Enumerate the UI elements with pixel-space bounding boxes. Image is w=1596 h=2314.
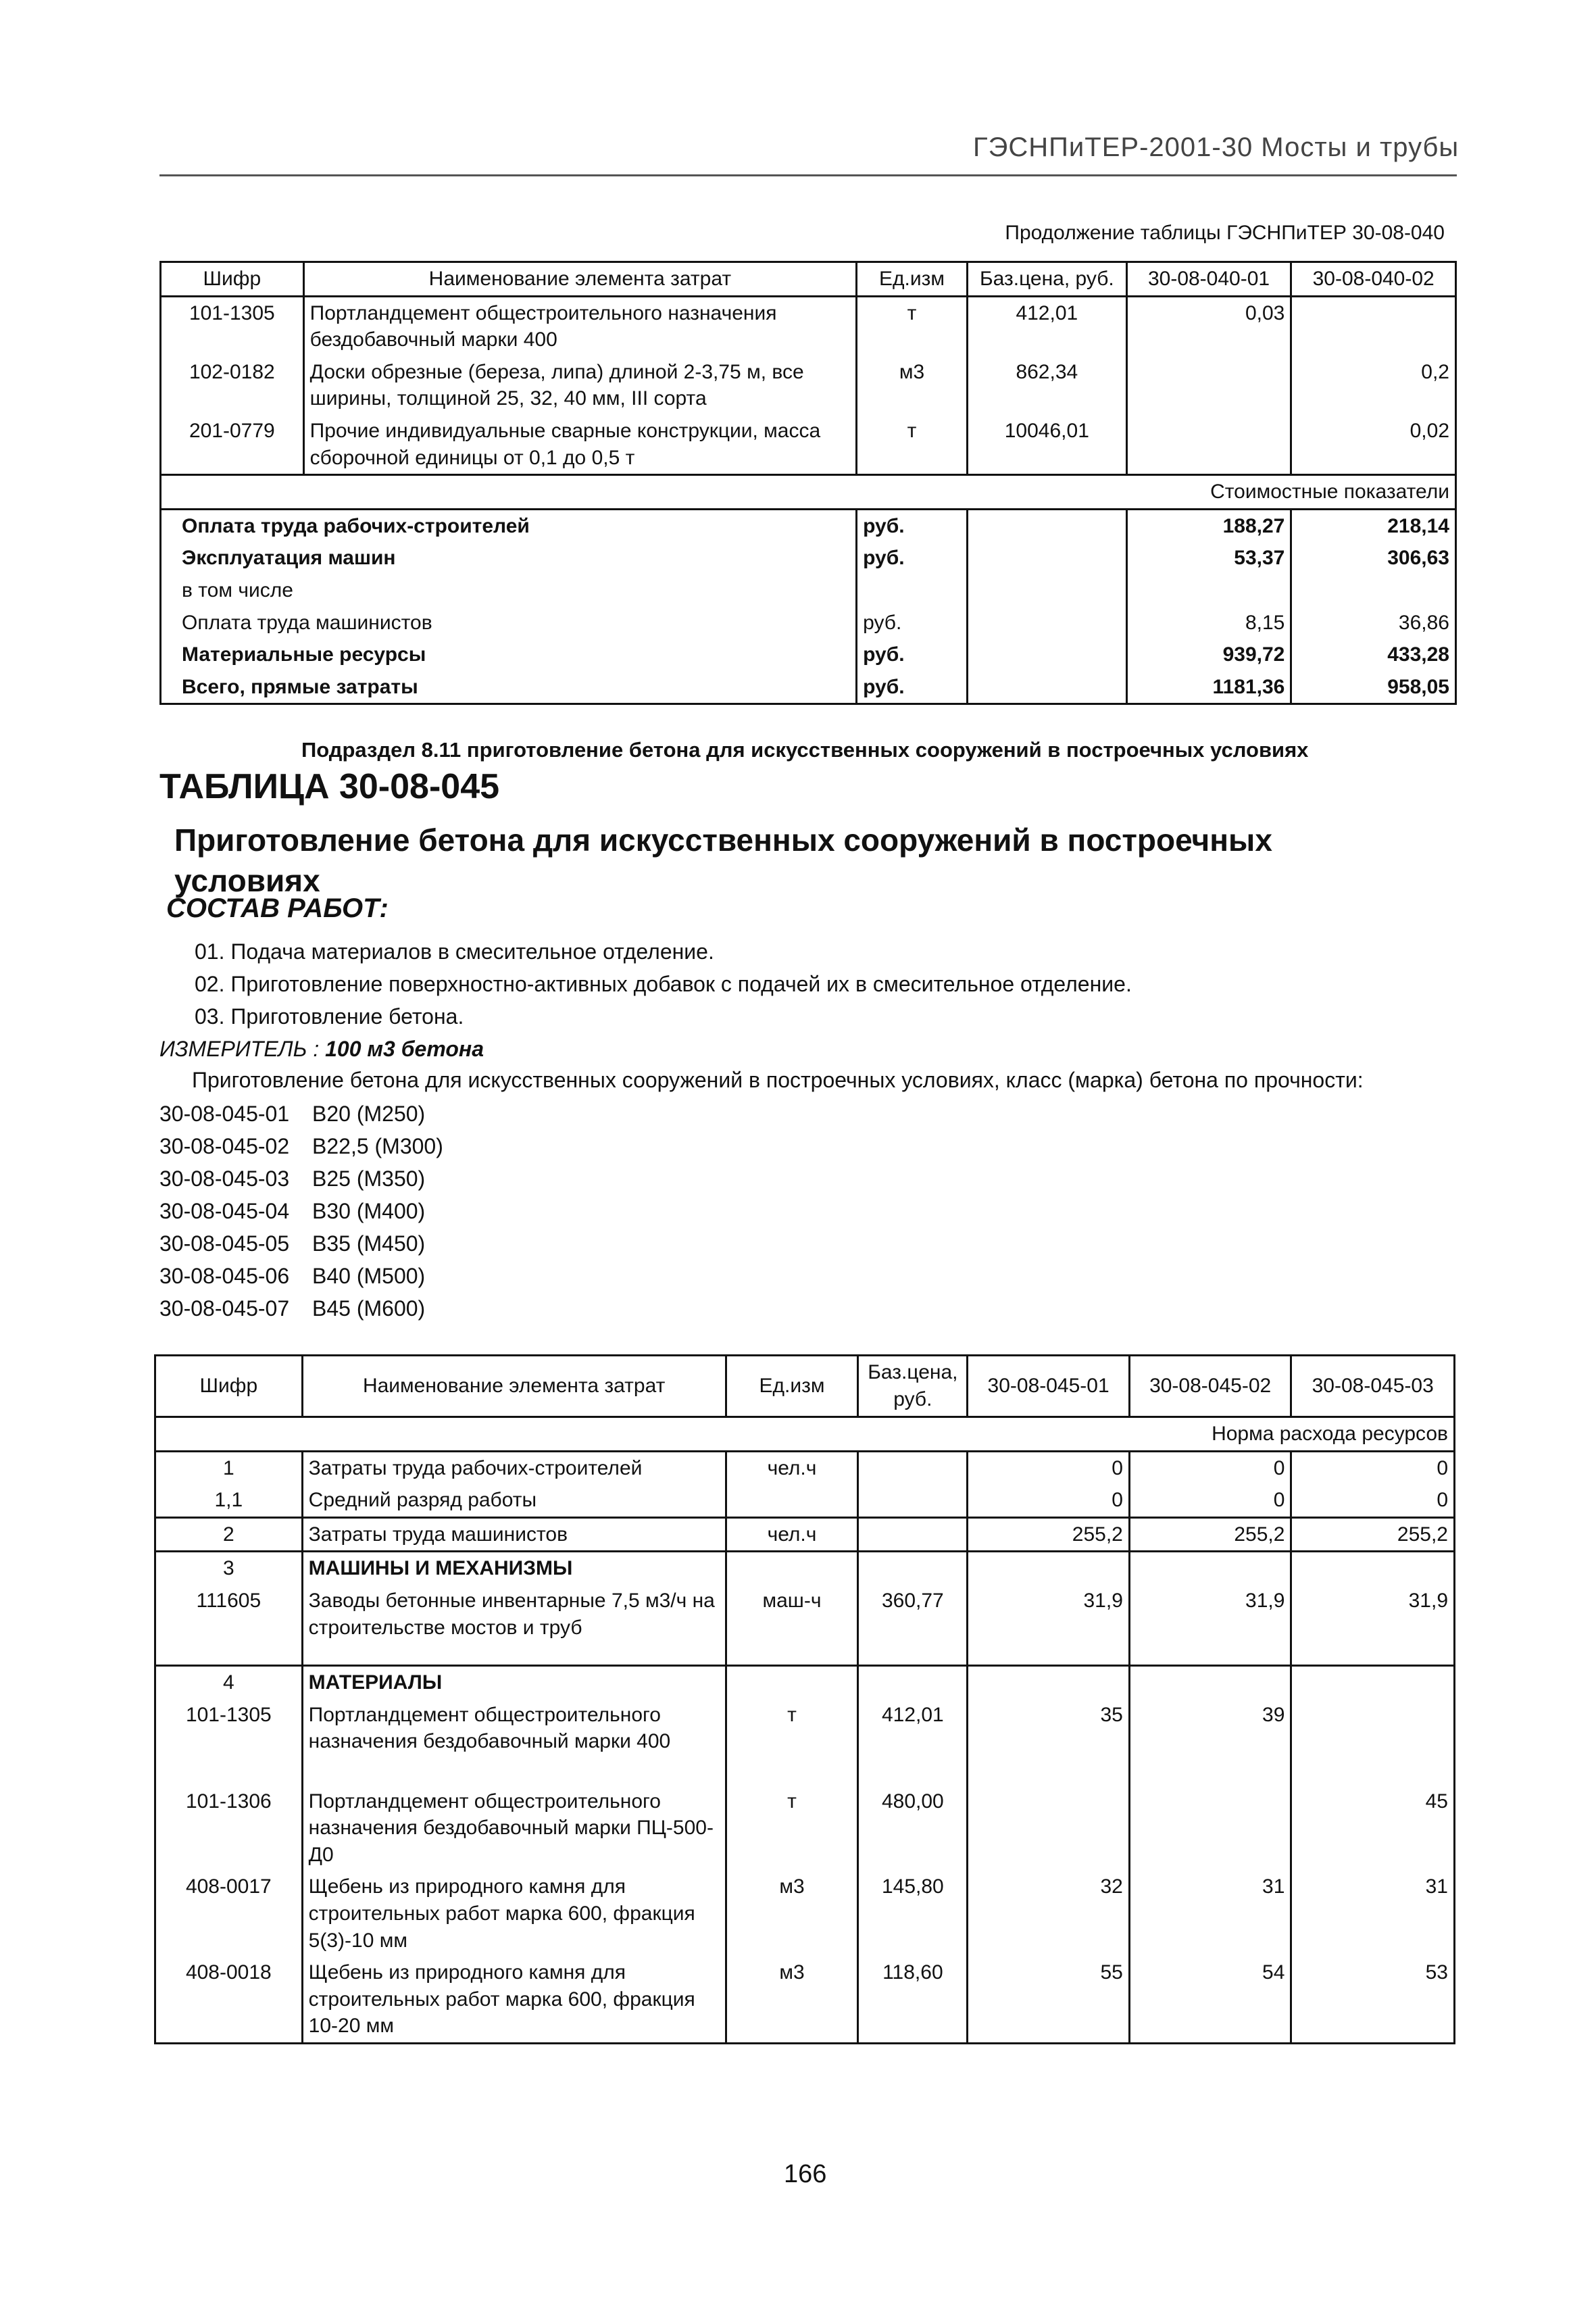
- value-cell: 0: [1129, 1451, 1291, 1484]
- value-cell: 55: [968, 1956, 1130, 2043]
- value-cell: 32: [968, 1871, 1130, 1956]
- work-item: 01. Подача материалов в смесительное отделение.: [195, 939, 714, 964]
- value-cell: 255,2: [968, 1517, 1130, 1552]
- value-cell: 0: [1291, 1484, 1455, 1517]
- value-cell: 31: [1291, 1871, 1455, 1956]
- work-item: 03. Приготовление бетона.: [195, 1004, 464, 1029]
- value-cell: [1291, 296, 1456, 356]
- table-row: [161, 296, 1456, 356]
- class-code: 30-08-045-03: [159, 1166, 290, 1191]
- table-30-08-040: [159, 261, 1457, 705]
- price-cell: [858, 1517, 968, 1552]
- value-cell: 31,9: [1291, 1585, 1455, 1666]
- unit-cell: м3: [726, 1871, 858, 1956]
- price-cell: 862,34: [967, 356, 1126, 415]
- section-row: [161, 475, 1456, 510]
- price-cell: [858, 1451, 968, 1484]
- cost-value: 306,63: [1291, 542, 1456, 574]
- price-cell: 412,01: [967, 296, 1126, 356]
- header-cell: Ед.изм: [857, 262, 968, 297]
- cost-row: [161, 509, 1456, 542]
- value-cell: 54: [1129, 1956, 1291, 2043]
- cost-value: [1126, 574, 1291, 607]
- value-cell: 45: [1291, 1786, 1455, 1871]
- cost-value: 53,37: [1126, 542, 1291, 574]
- cost-value: 218,14: [1291, 509, 1456, 542]
- cost-name: Оплата труда машинистов: [161, 607, 857, 639]
- cost-name: в том числе: [161, 574, 857, 607]
- name-cell: Щебень из природного камня для строительных работ марка 600, фракция 5(3)-10 мм: [302, 1871, 726, 1956]
- name-cell: Доски обрезные (береза, липа) длиной 2-3,75 м, все ширины, толщиной 25, 32, 40 мм, III сорта: [303, 356, 856, 415]
- name-cell: Прочие индивидуальные сварные конструкции, масса сборочной единицы от 0,1 до 0,5 т: [303, 415, 856, 475]
- table-30-08-045: [154, 1354, 1455, 2044]
- value-cell: [1129, 1665, 1291, 1698]
- code-cell: 1: [155, 1451, 303, 1484]
- value-cell: [1291, 1665, 1455, 1698]
- section-row: [155, 1417, 1455, 1452]
- meter-label: ИЗМЕРИТЕЛЬ :: [159, 1037, 320, 1061]
- class-value: В40 (М500): [312, 1264, 426, 1288]
- cost-value: 1181,36: [1126, 671, 1291, 704]
- class-code: 30-08-045-01: [159, 1102, 290, 1126]
- header-cell: Наименование элемента затрат: [302, 1356, 726, 1417]
- page-number: 166: [784, 2160, 827, 2188]
- unit-cell: т: [857, 296, 968, 356]
- cost-value: 433,28: [1291, 639, 1456, 671]
- cost-row: [161, 542, 1456, 574]
- class-code: 30-08-045-04: [159, 1199, 290, 1223]
- meter-value: 100 м3 бетона: [325, 1037, 484, 1061]
- group-row: [155, 1552, 1455, 1585]
- unit-cell: [726, 1665, 858, 1698]
- value-cell: 0: [968, 1484, 1130, 1517]
- cost-unit: [857, 574, 968, 607]
- cost-name: Эксплуатация машин: [161, 542, 857, 574]
- name-cell: Щебень из природного камня для строительных работ марка 600, фракция 10-20 мм: [302, 1956, 726, 2043]
- unit-cell: чел.ч: [726, 1451, 858, 1484]
- value-cell: 0,03: [1126, 296, 1291, 356]
- code-cell: 102-0182: [161, 356, 304, 415]
- cost-row: [161, 574, 1456, 607]
- unit-cell: т: [726, 1699, 858, 1786]
- value-cell: [1291, 1552, 1455, 1585]
- name-cell: Портландцемент общестроительного назначения бездобавочный марки ПЦ-500-Д0: [302, 1786, 726, 1871]
- class-intro: Приготовление бетона для искусственных сооружений в построечных условиях, класс (марка) бетона по прочности:: [192, 1068, 1364, 1092]
- code-cell: 2: [155, 1517, 303, 1552]
- value-cell: [1126, 356, 1291, 415]
- price-cell: 412,01: [858, 1699, 968, 1786]
- cost-unit: руб.: [857, 671, 968, 704]
- table-row: [161, 415, 1456, 475]
- price-cell: [858, 1484, 968, 1517]
- cost-value: 36,86: [1291, 607, 1456, 639]
- value-cell: 53: [1291, 1956, 1455, 2043]
- cost-row: [161, 607, 1456, 639]
- group-name: МАШИНЫ И МЕХАНИЗМЫ: [302, 1552, 726, 1585]
- value-cell: [1129, 1786, 1291, 1871]
- header-cell: Шифр: [161, 262, 304, 297]
- unit-cell: чел.ч: [726, 1517, 858, 1552]
- table-row: [155, 1451, 1455, 1484]
- value-cell: 0: [1291, 1451, 1455, 1484]
- cost-unit: руб.: [857, 607, 968, 639]
- price-cell: [858, 1552, 968, 1585]
- class-value: В30 (М400): [312, 1199, 426, 1223]
- code-cell: 1,1: [155, 1484, 303, 1517]
- header-cell: Шифр: [155, 1356, 303, 1417]
- cost-value: 188,27: [1126, 509, 1291, 542]
- table-row: [155, 1517, 1455, 1552]
- class-code: 30-08-045-05: [159, 1231, 290, 1256]
- header-cell: 30-08-045-03: [1291, 1356, 1455, 1417]
- header-cell: Ед.изм: [726, 1356, 858, 1417]
- unit-cell: [726, 1552, 858, 1585]
- price-cell: 118,60: [858, 1956, 968, 2043]
- page-header: ГЭСНПиТЕР-2001-30 Мосты и трубы: [973, 132, 1460, 162]
- unit-cell: м3: [726, 1956, 858, 2043]
- price-cell: 10046,01: [967, 415, 1126, 475]
- code-cell: 101-1305: [161, 296, 304, 356]
- code-cell: 101-1305: [155, 1699, 303, 1786]
- cost-row: [161, 639, 1456, 671]
- header-cell: 30-08-045-02: [1129, 1356, 1291, 1417]
- class-code: 30-08-045-06: [159, 1264, 290, 1288]
- value-cell: [968, 1786, 1130, 1871]
- table-row: [155, 1871, 1455, 1956]
- table-row: [155, 1786, 1455, 1871]
- price-cell: 360,77: [858, 1585, 968, 1666]
- value-cell: 0,2: [1291, 356, 1456, 415]
- value-cell: 0: [968, 1451, 1130, 1484]
- header-cell: 30-08-040-02: [1291, 262, 1456, 297]
- class-value: В20 (М250): [312, 1102, 426, 1126]
- table-header-row: [155, 1356, 1455, 1417]
- composition-label: СОСТАВ РАБОТ:: [166, 893, 389, 923]
- class-value: В35 (М450): [312, 1231, 426, 1256]
- table-row: [155, 1484, 1455, 1517]
- table-header-row: [161, 262, 1456, 297]
- unit-cell: т: [857, 415, 968, 475]
- unit-cell: маш-ч: [726, 1585, 858, 1666]
- cost-name: Оплата труда рабочих-строителей: [161, 509, 857, 542]
- value-cell: 31: [1129, 1871, 1291, 1956]
- code-cell: 111605: [155, 1585, 303, 1666]
- code-cell: 408-0018: [155, 1956, 303, 2043]
- name-cell: Затраты труда рабочих-строителей: [302, 1451, 726, 1484]
- cost-name: Материальные ресурсы: [161, 639, 857, 671]
- price-cell: 145,80: [858, 1871, 968, 1956]
- subsection-heading: Подраздел 8.11 приготовление бетона для искусственных сооружений в построечных условиях: [301, 738, 1309, 762]
- table-continuation-note: Продолжение таблицы ГЭСНПиТЕР 30-08-040: [1005, 222, 1445, 244]
- class-value: В22,5 (М300): [312, 1134, 443, 1158]
- header-cell: 30-08-040-01: [1126, 262, 1291, 297]
- name-cell: Заводы бетонные инвентарные 7,5 м3/ч на строительстве мостов и труб: [302, 1585, 726, 1666]
- group-row: [155, 1665, 1455, 1698]
- name-cell: Средний разряд работы: [302, 1484, 726, 1517]
- price-cell: 480,00: [858, 1786, 968, 1871]
- value-cell: 255,2: [1129, 1517, 1291, 1552]
- code-cell: 3: [155, 1552, 303, 1585]
- value-cell: 35: [968, 1699, 1130, 1786]
- group-name: МАТЕРИАЛЫ: [302, 1665, 726, 1698]
- code-cell: 101-1306: [155, 1786, 303, 1871]
- cost-value: 8,15: [1126, 607, 1291, 639]
- cost-name: Всего, прямые затраты: [161, 671, 857, 704]
- value-cell: [1126, 415, 1291, 475]
- code-cell: 408-0017: [155, 1871, 303, 1956]
- value-cell: [1291, 1699, 1455, 1786]
- cost-unit: руб.: [857, 542, 968, 574]
- header-rule: [159, 174, 1457, 176]
- name-cell: Портландцемент общестроительного назначения бездобавочный марки 400: [303, 296, 856, 356]
- code-cell: 4: [155, 1665, 303, 1698]
- value-cell: [968, 1552, 1130, 1585]
- table-title: Приготовление бетона для искусственных сооружений в построечных условиях: [174, 822, 1272, 898]
- value-cell: [1129, 1552, 1291, 1585]
- unit-cell: [726, 1484, 858, 1517]
- section-label: Стоимостные показатели: [161, 475, 1456, 510]
- class-code: 30-08-045-02: [159, 1134, 290, 1158]
- cost-row: [161, 671, 1456, 704]
- header-cell: Баз.цена, руб.: [858, 1356, 968, 1417]
- cost-value: 958,05: [1291, 671, 1456, 704]
- work-item: 02. Приготовление поверхностно-активных добавок с подачей их в смесительное отделение.: [195, 972, 1132, 996]
- code-cell: 201-0779: [161, 415, 304, 475]
- table-row: [155, 1699, 1455, 1786]
- cost-unit: руб.: [857, 639, 968, 671]
- name-cell: Затраты труда машинистов: [302, 1517, 726, 1552]
- class-value: В45 (М600): [312, 1296, 426, 1321]
- value-cell: 0,02: [1291, 415, 1456, 475]
- class-value: В25 (М350): [312, 1166, 426, 1191]
- value-cell: 255,2: [1291, 1517, 1455, 1552]
- value-cell: 31,9: [1129, 1585, 1291, 1666]
- table-row: [155, 1585, 1455, 1666]
- unit-cell: м3: [857, 356, 968, 415]
- value-cell: 39: [1129, 1699, 1291, 1786]
- meter-line: [159, 1037, 484, 1062]
- cost-value: 939,72: [1126, 639, 1291, 671]
- name-cell: Портландцемент общестроительного назначения бездобавочный марки 400: [302, 1699, 726, 1786]
- value-cell: 0: [1129, 1484, 1291, 1517]
- table-name: ТАБЛИЦА 30-08-045: [159, 767, 500, 806]
- header-cell: Наименование элемента затрат: [303, 262, 856, 297]
- header-cell: Баз.цена, руб.: [967, 262, 1126, 297]
- price-cell: [858, 1665, 968, 1698]
- value-cell: 31,9: [968, 1585, 1130, 1666]
- table-row: [155, 1956, 1455, 2043]
- cost-value: [1291, 574, 1456, 607]
- cost-unit: руб.: [857, 509, 968, 542]
- table-row: [161, 356, 1456, 415]
- header-cell: 30-08-045-01: [968, 1356, 1130, 1417]
- value-cell: [968, 1665, 1130, 1698]
- unit-cell: т: [726, 1786, 858, 1871]
- section-label: Норма расхода ресурсов: [155, 1417, 1455, 1452]
- class-code: 30-08-045-07: [159, 1296, 290, 1321]
